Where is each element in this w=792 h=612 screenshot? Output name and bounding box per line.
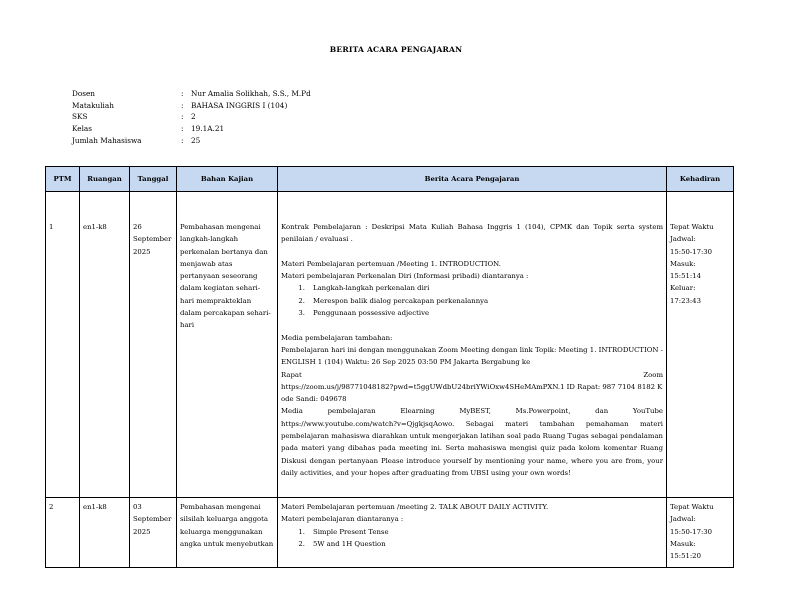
media-line: Media pembelajaran Elearning MyBEST, Ms.Powerpoint, dan YouTube [281, 407, 663, 416]
list-item: 1. Simple Present Tense [298, 527, 389, 536]
cell-ptm: 2 [46, 498, 80, 568]
cell-berita-acara [278, 192, 667, 498]
cell-bahan-kajian: Pembahasan mengenai silsilah keluarga anggota keluarga menggunakan angka untuk menyebutkan [177, 498, 278, 568]
info-label: SKS [72, 112, 88, 122]
info-value: 2 [191, 112, 196, 122]
cell-ruangan: en1-k8 [80, 498, 130, 568]
list-item: 2. 5W and 1H Question [298, 539, 386, 548]
info-separator: : [181, 135, 184, 145]
cell-kehadiran: Tepat Waktu Jadwal: 15:50-17:30 Masuk: 15:51:14 Keluar: 17:23:43 [667, 192, 734, 498]
material-list [281, 282, 663, 319]
info-value: BAHASA INGGRIS I (104) [191, 100, 288, 110]
material-intro: Materi pembelajaran diantaranya : [281, 515, 404, 524]
document-title: BERITA ACARA PENGAJARAN [329, 45, 463, 54]
material-list [281, 526, 663, 551]
info-label: Jumlah Mahasiswa [72, 135, 142, 145]
material-intro: Materi pembelajaran Perkenalan Diri (Informasi pribadi) diantaranya : [281, 272, 529, 281]
zoom-text: Pembelajaran hari ini dengan menggunakan Zoom Meeting dengan link Topik: Meeting 1. INTRODUCTION - ENGLISH 1 (104) Waktu: 26 Sep 2025 03:50 PM Jakarta Bergabung ke [281, 345, 663, 367]
header-tanggal: Tanggal [130, 167, 177, 192]
table-header-row [46, 167, 734, 192]
info-separator: : [181, 100, 184, 110]
info-row-matakuliah [72, 100, 311, 112]
cell-kehadiran: Tepat Waktu Jadwal: 15:50-17:30 Masuk: 15:51:20 [667, 498, 734, 568]
header-berita-acara: Berita Acara Pengajaran [278, 167, 667, 192]
header-ruangan: Ruangan [80, 167, 130, 192]
info-row-jumlah-mahasiswa [72, 135, 311, 147]
zoom-label-line: Rapat Zoom [281, 370, 663, 379]
info-row-sks [72, 111, 311, 123]
cell-berita-acara [278, 498, 667, 568]
list-item: 1. Langkah-langkah perkenalan diri [298, 284, 430, 293]
contract-text: Kontrak Pembelajaran : Deskripsi Mata Kuliah Bahasa Inggris 1 (104), CPMK dan Topik serta system penilaian / evaluasi . [281, 223, 663, 244]
course-info [72, 88, 311, 147]
info-separator: : [181, 112, 184, 122]
list-item: 2. Merespon balik dialog percakapan perkenalannya [298, 296, 489, 305]
info-label: Matakuliah [72, 100, 114, 110]
cell-bahan-kajian: Pembahasan mengenai langkah-langkah perkenalan bertanya dan menjawab atas pertanyaan seseorang dalam kegiatan sehari-hari memprakteklan dalam percakapan sehari-hari [177, 192, 278, 498]
header-kehadiran: Kehadiran [667, 167, 734, 192]
header-ptm: PTM [46, 167, 80, 192]
table-row [46, 192, 734, 498]
header-bahan-kajian: Bahan Kajian [177, 167, 278, 192]
info-separator: : [181, 89, 184, 98]
youtube-text: https://www.youtube.com/watch?v=QjgkjsqAowo. Sebagai materi tambahan pemahaman materi pembelajaran mahasiswa diarahkan untuk mengerjakan latihan soal pada Ruang Tugas sebagai pendalaman pada materi yang dibahas pada meeting ini. Serta mahasiswa mengisi quiz pada kolom komentar Ruang Diskusi dengan pertanyaan Please introduce yourself by mentioning your name, where you are from, your daily activities, and your hopes after graduating from UBSI using your own words! [281, 419, 663, 477]
info-label: Kelas [72, 124, 93, 134]
info-row-kelas [72, 123, 311, 135]
info-separator: : [181, 124, 184, 134]
table-row [46, 498, 734, 568]
cell-tanggal: 26 September 2025 [130, 192, 177, 498]
media-title: Media pembelajaran tambahan: [281, 333, 393, 342]
cell-ptm: 1 [46, 192, 80, 498]
cell-tanggal: 03 September 2025 [130, 498, 177, 568]
info-label: Dosen [72, 89, 96, 98]
info-value: Nur Amalia Solikhah, S.S., M.Pd [191, 89, 311, 98]
list-item: 3. Penggunaan possessive adjective [298, 309, 430, 318]
info-row-dosen [72, 88, 311, 100]
info-value: 19.1A.21 [191, 124, 225, 134]
zoom-link[interactable]: https://zoom.us/j/98771048182?pwd=t5ggUWdbU24briYWiOxw4SHeMAmPXN.1 ID Rapat: 987 7104 8182 Kode Sandi: 049678 [281, 382, 663, 404]
meeting-title: Materi Pembelajaran pertemuan /Meeting 1. INTRODUCTION. [281, 259, 501, 268]
meeting-title: Materi Pembelajaran pertemuan /meeting 2. TALK ABOUT DAILY ACTIVITY. [281, 503, 549, 511]
teaching-record-table [45, 166, 734, 568]
info-value: 25 [191, 135, 201, 145]
cell-ruangan: en1-k8 [80, 192, 130, 498]
